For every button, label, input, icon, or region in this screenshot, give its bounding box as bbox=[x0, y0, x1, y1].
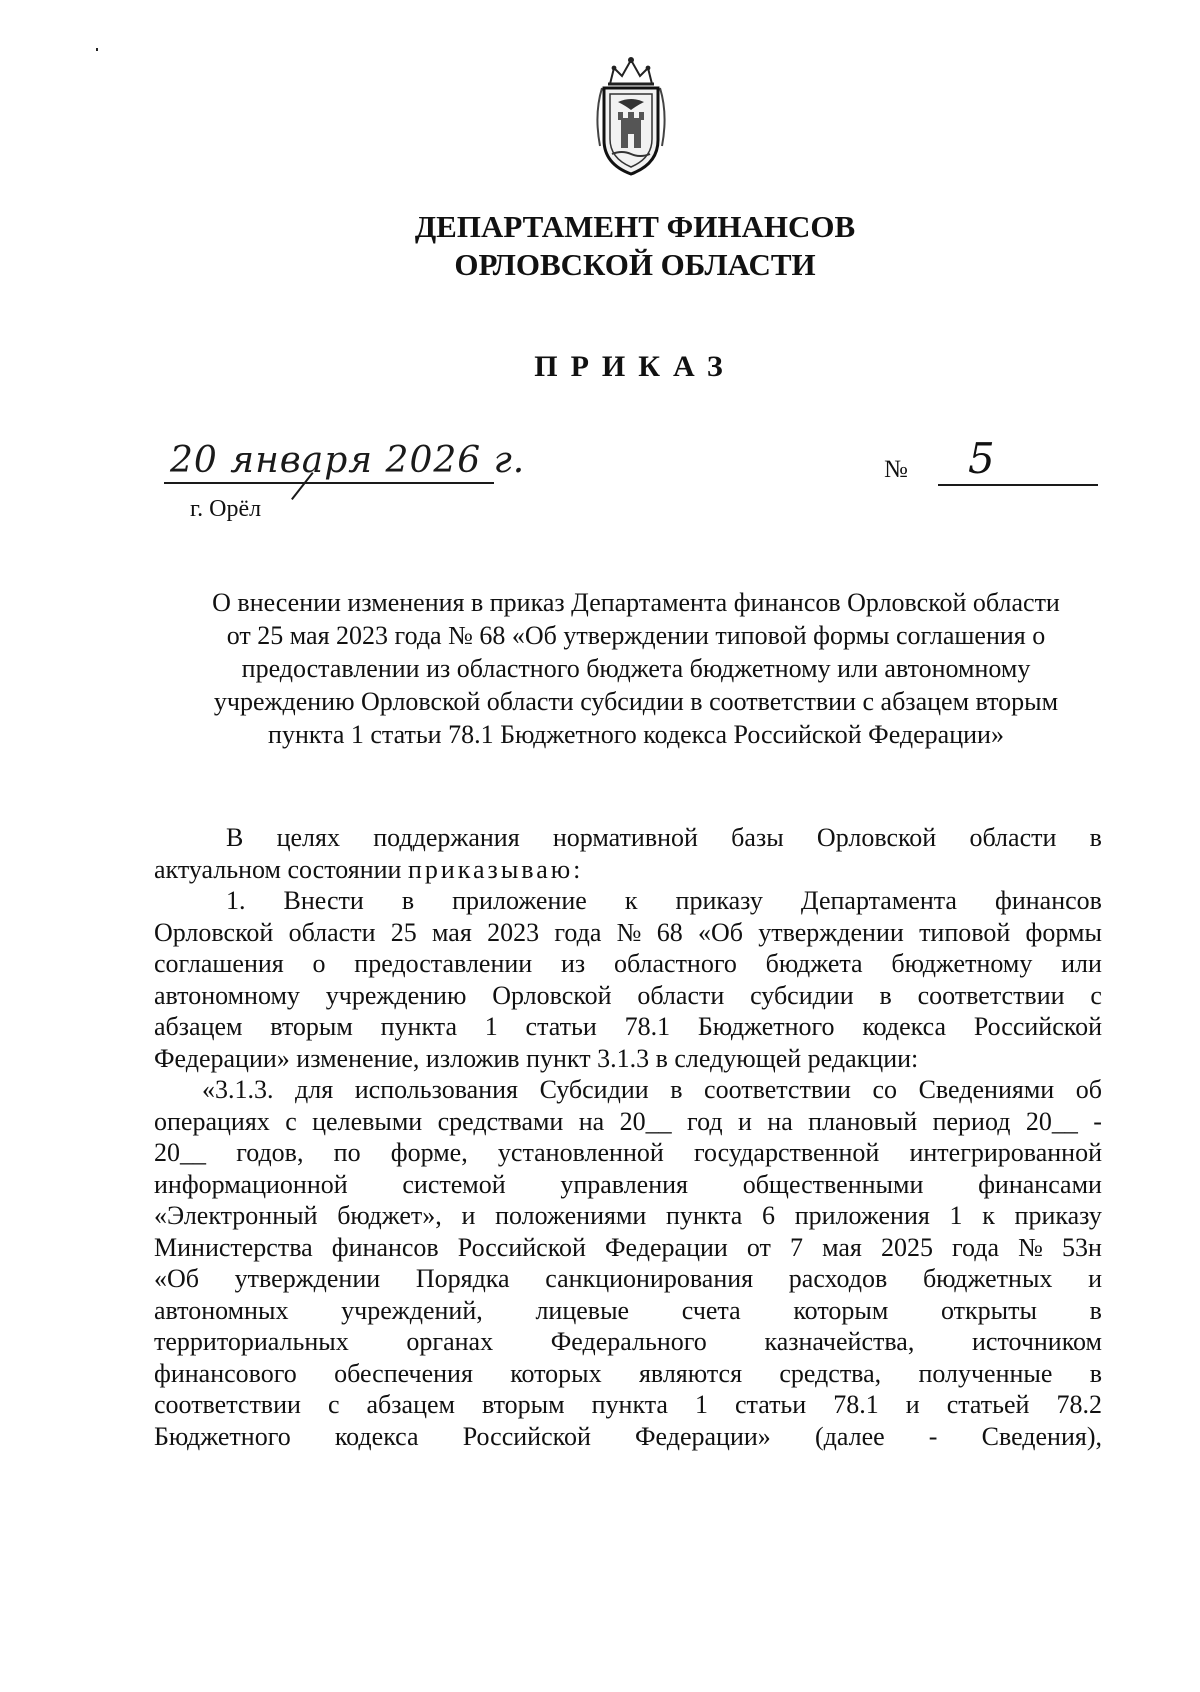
body-word: 68 bbox=[656, 917, 683, 947]
body-word: (далее bbox=[814, 1421, 885, 1451]
body-word: «Об bbox=[154, 1264, 200, 1293]
body-word: год bbox=[687, 1106, 723, 1136]
body-word: от bbox=[746, 1232, 771, 1262]
body-word: которым bbox=[793, 1295, 889, 1325]
body-word: 1 bbox=[484, 1012, 498, 1041]
body-word: казначейства, bbox=[764, 1327, 915, 1356]
body-word: или bbox=[1061, 949, 1102, 978]
body-word: Орловской bbox=[154, 917, 274, 947]
body-word: Сведения), bbox=[981, 1421, 1102, 1451]
body-word: Российской bbox=[457, 1232, 586, 1262]
body-word: годов, bbox=[236, 1138, 304, 1167]
body-word: статьи bbox=[525, 1012, 597, 1041]
body-word: открыты bbox=[940, 1295, 1037, 1325]
body-word: форме, bbox=[390, 1138, 468, 1167]
body-word: о bbox=[312, 949, 326, 978]
body-word: бюджетному bbox=[891, 949, 1033, 978]
body-word: 20__ bbox=[1025, 1106, 1078, 1136]
body-word: приложения bbox=[794, 1201, 930, 1230]
body-word: В bbox=[226, 823, 244, 852]
body-word: Федерации» bbox=[635, 1421, 771, 1451]
body-word: мая bbox=[822, 1232, 862, 1262]
body-line bbox=[154, 885, 1102, 917]
body-line bbox=[154, 1011, 1102, 1043]
body-word: полученные bbox=[918, 1358, 1053, 1388]
body-word: установленной bbox=[497, 1138, 664, 1167]
body-word: из bbox=[560, 949, 586, 978]
body-word: Субсидии bbox=[539, 1075, 649, 1104]
body-word: на bbox=[578, 1106, 605, 1136]
body-line bbox=[154, 1295, 1102, 1327]
body-word: лицевые bbox=[535, 1295, 630, 1325]
subject-line: пункта 1 статьи 78.1 Бюджетного кодекса Российской Федерации» bbox=[268, 720, 1004, 749]
body-word: пункта bbox=[666, 1201, 743, 1230]
body-word: в bbox=[1089, 1295, 1102, 1325]
body-word: - bbox=[1093, 1106, 1102, 1136]
body-word: средства, bbox=[779, 1358, 882, 1388]
body-word: территориальных bbox=[154, 1327, 349, 1356]
body-word: утверждении bbox=[234, 1264, 381, 1293]
body-word: базы bbox=[731, 823, 784, 852]
body-word: Сведениями bbox=[918, 1075, 1055, 1104]
body-line bbox=[154, 1200, 1102, 1232]
body-word: субсидии bbox=[750, 980, 854, 1010]
body-word: абзацем bbox=[154, 1012, 243, 1041]
body-word: в bbox=[670, 1075, 683, 1104]
body-word: санкционирования bbox=[545, 1264, 754, 1293]
body-word: период bbox=[932, 1106, 1011, 1136]
body-word: статьей bbox=[946, 1390, 1030, 1419]
body-word: пункта bbox=[380, 1012, 457, 1041]
body-word: приложение bbox=[452, 886, 587, 915]
body-line bbox=[154, 1389, 1102, 1421]
number-sign: № bbox=[884, 456, 908, 483]
body-word: области bbox=[288, 917, 376, 947]
order-subject bbox=[160, 586, 1112, 751]
body-word: управления bbox=[560, 1169, 689, 1199]
body-word: в bbox=[1089, 1358, 1102, 1388]
body-word: целевыми bbox=[312, 1106, 423, 1136]
body-word: операциях bbox=[154, 1106, 270, 1136]
body-word: 20__ bbox=[154, 1138, 206, 1167]
body-word: расходов bbox=[788, 1264, 888, 1293]
body-word: бюджета bbox=[765, 949, 863, 978]
body-word: информационной bbox=[154, 1169, 348, 1199]
body-word: Орловской bbox=[492, 980, 612, 1010]
department-name-line1: ДЕПАРТАМЕНТ ФИНАНСОВ bbox=[414, 209, 856, 244]
subject-line: учреждению Орловской области субсидии в соответствии с абзацем вторым bbox=[213, 687, 1059, 716]
body-word: соответствии bbox=[154, 1390, 301, 1419]
body-word: интегрированной bbox=[909, 1138, 1102, 1167]
body-word: 1. bbox=[226, 886, 246, 915]
coat-of-arms-icon bbox=[588, 54, 674, 178]
body-word: в bbox=[1089, 823, 1102, 852]
body-word: Министерства bbox=[154, 1232, 313, 1262]
body-word: типовой bbox=[919, 917, 1011, 947]
body-word: соглашения bbox=[154, 949, 284, 978]
document-type-title: ПРИКАЗ bbox=[534, 350, 736, 383]
body-word: 25 bbox=[390, 917, 417, 947]
body-word: финансов bbox=[331, 1232, 439, 1262]
body-word: нормативной bbox=[552, 823, 698, 852]
body-word: 7 bbox=[790, 1232, 803, 1262]
body-word: 78.1 bbox=[624, 1012, 671, 1041]
body-word: об bbox=[1075, 1075, 1102, 1104]
subject-line: от 25 мая 2023 года № 68 «Об утверждении типовой формы соглашения о bbox=[226, 621, 1046, 650]
body-word: Российской bbox=[973, 1012, 1102, 1041]
body-word: 53н bbox=[1062, 1232, 1102, 1262]
body-line bbox=[154, 1137, 1102, 1169]
scan-speck bbox=[96, 48, 98, 51]
body-word: вторым bbox=[270, 1012, 353, 1041]
body-word: областного bbox=[613, 949, 737, 978]
body-word: источником bbox=[972, 1327, 1102, 1356]
handwritten-order-number: 5 bbox=[968, 434, 995, 483]
body-word: являются bbox=[638, 1358, 743, 1388]
body-line bbox=[154, 1043, 1102, 1075]
body-word: приказу bbox=[675, 886, 763, 915]
body-word: вторым bbox=[482, 1390, 565, 1419]
body-word: соответствии bbox=[704, 1075, 851, 1104]
body-word: автономных bbox=[154, 1295, 289, 1325]
body-word: Орловской bbox=[816, 823, 937, 852]
body-word: по bbox=[333, 1138, 361, 1167]
body-word: утверждении bbox=[758, 917, 904, 947]
body-word: 78.2 bbox=[1056, 1390, 1102, 1419]
body-word: области bbox=[637, 980, 725, 1010]
body-word: Бюджетного bbox=[154, 1421, 291, 1451]
body-line bbox=[154, 1106, 1102, 1138]
department-name-line2: ОРЛОВСКОЙ ОБЛАСТИ bbox=[454, 247, 816, 282]
body-word: и bbox=[461, 1201, 476, 1230]
subject-line: О внесении изменения в приказ Департамента финансов Орловской области bbox=[212, 588, 1060, 617]
body-word: системой bbox=[402, 1169, 506, 1199]
body-word: 2025 bbox=[880, 1232, 933, 1262]
order-body bbox=[154, 822, 1102, 1452]
body-word: области bbox=[969, 823, 1057, 852]
body-word: поддержания bbox=[373, 823, 520, 852]
body-word: средствами bbox=[437, 1106, 564, 1136]
body-word: Порядка bbox=[415, 1264, 510, 1293]
body-word: Российской bbox=[462, 1421, 591, 1451]
city-name: г. Орёл bbox=[190, 496, 262, 522]
order-verb: приказываю: bbox=[407, 854, 584, 884]
body-word: «Об bbox=[698, 917, 744, 947]
body-word: общественными bbox=[742, 1169, 924, 1199]
body-word: к bbox=[982, 1201, 995, 1230]
body-word: финансового bbox=[154, 1358, 297, 1388]
body-word: Федерального bbox=[550, 1327, 707, 1356]
body-word: для bbox=[295, 1075, 334, 1104]
body-word: автономному bbox=[154, 980, 300, 1010]
body-word: пункта bbox=[591, 1390, 668, 1419]
body-word: 1 bbox=[694, 1390, 708, 1419]
body-word: с bbox=[327, 1390, 340, 1419]
body-word: плановый bbox=[808, 1106, 918, 1136]
body-word: с bbox=[285, 1106, 297, 1136]
body-word: в bbox=[879, 980, 892, 1010]
body-text: Федерации» изменение, изложив пункт 3.1.3 в следующей редакции: bbox=[154, 1043, 919, 1073]
body-word: мая bbox=[432, 917, 472, 947]
body-word: «Электронный bbox=[154, 1201, 318, 1230]
body-word: 1 bbox=[949, 1201, 963, 1230]
body-line bbox=[154, 1263, 1102, 1295]
body-word: со bbox=[872, 1075, 898, 1104]
body-line bbox=[154, 980, 1102, 1012]
handwritten-date: 20 января 2026 г. bbox=[170, 440, 526, 481]
body-word: кодекса bbox=[862, 1012, 947, 1041]
body-word: и bbox=[1088, 1264, 1102, 1293]
number-underline bbox=[938, 484, 1098, 486]
body-word: «3.1.3. bbox=[202, 1075, 274, 1104]
body-word: Бюджетного bbox=[697, 1012, 835, 1041]
body-word: бюджет», bbox=[337, 1201, 442, 1230]
body-word: которых bbox=[510, 1358, 602, 1388]
body-word: и bbox=[737, 1106, 752, 1136]
body-line bbox=[154, 917, 1102, 949]
body-word: государственной bbox=[693, 1138, 880, 1167]
body-word: органах bbox=[406, 1327, 494, 1356]
body-word: кодекса bbox=[334, 1421, 419, 1451]
body-word: положениями bbox=[495, 1201, 647, 1230]
body-word: и bbox=[905, 1390, 920, 1419]
body-word: Федерации bbox=[605, 1232, 728, 1262]
body-line bbox=[154, 822, 1102, 854]
body-line bbox=[154, 1169, 1102, 1201]
body-word: 2023 bbox=[487, 917, 540, 947]
body-line bbox=[154, 1074, 1102, 1106]
body-word: целях bbox=[276, 823, 340, 852]
body-text: актуальном состоянии bbox=[154, 854, 402, 884]
body-line bbox=[154, 854, 1102, 886]
body-word: Внести bbox=[283, 886, 364, 915]
body-word: приказу bbox=[1014, 1201, 1102, 1230]
body-word: года bbox=[554, 917, 602, 947]
subject-line: предоставлении из областного бюджета бюджетному или автономному bbox=[241, 654, 1031, 683]
body-line bbox=[154, 948, 1102, 980]
date-underline bbox=[164, 482, 494, 484]
body-word: счета bbox=[681, 1295, 741, 1325]
body-word: № bbox=[616, 917, 642, 947]
body-word: с bbox=[1090, 980, 1102, 1010]
body-word: в bbox=[401, 886, 415, 915]
body-word: учреждению bbox=[325, 980, 467, 1010]
body-word: абзацем bbox=[366, 1390, 455, 1419]
body-word: № bbox=[1018, 1232, 1043, 1262]
body-word: 20__ bbox=[619, 1106, 672, 1136]
body-word: года bbox=[952, 1232, 1000, 1262]
body-line bbox=[154, 1358, 1102, 1390]
body-word: предоставлении bbox=[354, 949, 533, 978]
body-word: формы bbox=[1025, 917, 1102, 947]
body-line bbox=[154, 1232, 1102, 1264]
body-word: к bbox=[624, 886, 638, 915]
body-word: 78.1 bbox=[833, 1390, 879, 1419]
body-word: обеспечения bbox=[334, 1358, 473, 1388]
body-word: - bbox=[928, 1421, 938, 1451]
body-word: финансов bbox=[995, 886, 1102, 915]
body-line bbox=[154, 1326, 1102, 1358]
body-word: статьи bbox=[734, 1390, 807, 1419]
body-word: соответствии bbox=[917, 980, 1065, 1010]
body-line bbox=[154, 1421, 1102, 1453]
body-word: на bbox=[767, 1106, 793, 1136]
body-word: финансами bbox=[978, 1169, 1102, 1199]
body-word: учреждений, bbox=[341, 1295, 483, 1325]
body-word: использования bbox=[354, 1075, 519, 1104]
body-word: Департамента bbox=[800, 886, 957, 915]
body-word: 6 bbox=[762, 1201, 776, 1230]
body-word: бюджетных bbox=[922, 1264, 1053, 1293]
